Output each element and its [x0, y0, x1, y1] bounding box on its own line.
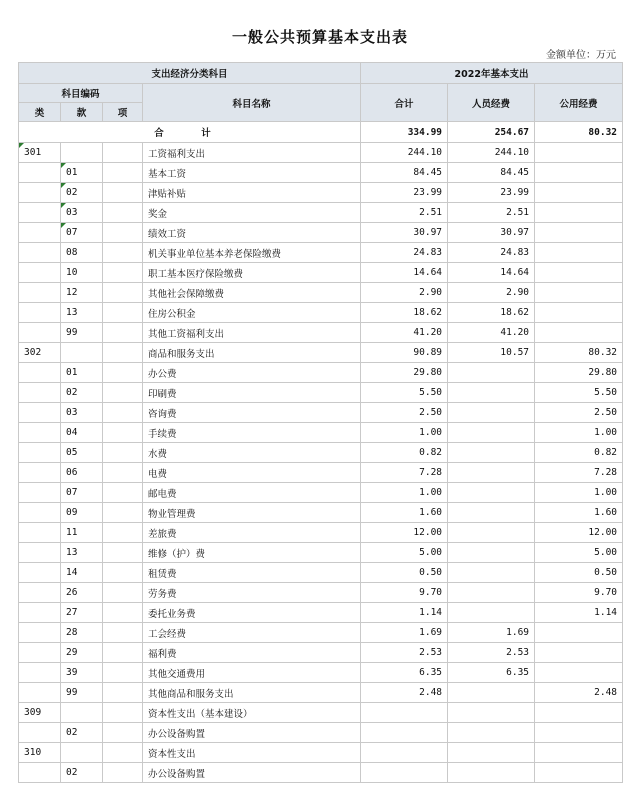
- row-personnel: [448, 603, 535, 623]
- row-kuan-code: 14: [61, 563, 103, 583]
- row-lei-code: [19, 203, 61, 223]
- row-kuan-code: 07: [61, 483, 103, 503]
- row-kuan-code: 06: [61, 463, 103, 483]
- row-public: 9.70: [535, 583, 623, 603]
- row-kuan-code: 02: [61, 723, 103, 743]
- row-kuan-code: 05: [61, 443, 103, 463]
- header-personnel: 人员经费: [448, 84, 535, 122]
- table-row: [19, 623, 623, 643]
- row-lei-code: [19, 263, 61, 283]
- row-public: 80.32: [535, 343, 623, 363]
- row-total: [361, 743, 448, 763]
- row-total: 5.00: [361, 543, 448, 563]
- row-total: 2.50: [361, 403, 448, 423]
- header-subject-code: 科目编码: [19, 84, 143, 103]
- row-public: [535, 703, 623, 723]
- total-amount: 334.99: [361, 122, 448, 143]
- row-xiang-code: [103, 303, 143, 323]
- row-total: [361, 703, 448, 723]
- row-xiang-code: [103, 163, 143, 183]
- row-personnel: [448, 583, 535, 603]
- row-xiang-code: [103, 323, 143, 343]
- table-row: [19, 143, 623, 163]
- row-subject-name: 手续费: [143, 423, 361, 443]
- row-subject-name: 办公费: [143, 363, 361, 383]
- row-xiang-code: [103, 463, 143, 483]
- row-kuan-code: 03: [61, 403, 103, 423]
- row-lei-code: [19, 603, 61, 623]
- row-subject-name: 资本性支出: [143, 743, 361, 763]
- row-subject-name: 职工基本医疗保险缴费: [143, 263, 361, 283]
- table-row: [19, 463, 623, 483]
- row-xiang-code: [103, 743, 143, 763]
- row-kuan-code: 29: [61, 643, 103, 663]
- row-total: 18.62: [361, 303, 448, 323]
- row-subject-name: 工会经费: [143, 623, 361, 643]
- total-label: 合 计: [19, 122, 361, 143]
- row-public: [535, 323, 623, 343]
- table-row: [19, 643, 623, 663]
- total-personnel: 254.67: [448, 122, 535, 143]
- row-personnel: 244.10: [448, 143, 535, 163]
- row-lei-code: [19, 643, 61, 663]
- row-public: [535, 223, 623, 243]
- table-row: [19, 603, 623, 623]
- row-personnel: [448, 443, 535, 463]
- row-public: [535, 163, 623, 183]
- row-total: 1.69: [361, 623, 448, 643]
- row-xiang-code: [103, 403, 143, 423]
- row-kuan-code: 02: [61, 763, 103, 783]
- row-total: 2.51: [361, 203, 448, 223]
- row-total: 1.14: [361, 603, 448, 623]
- row-total: 0.50: [361, 563, 448, 583]
- header-public: 公用经费: [535, 84, 623, 122]
- row-subject-name: 其他社会保障缴费: [143, 283, 361, 303]
- row-public: [535, 303, 623, 323]
- row-personnel: [448, 363, 535, 383]
- row-subject-name: 其他工资福利支出: [143, 323, 361, 343]
- row-personnel: 23.99: [448, 183, 535, 203]
- row-xiang-code: [103, 243, 143, 263]
- row-subject-name: 津贴补贴: [143, 183, 361, 203]
- row-public: [535, 243, 623, 263]
- row-personnel: [448, 463, 535, 483]
- row-lei-code: [19, 483, 61, 503]
- row-personnel: 10.57: [448, 343, 535, 363]
- row-xiang-code: [103, 183, 143, 203]
- row-subject-name: 水费: [143, 443, 361, 463]
- row-xiang-code: [103, 603, 143, 623]
- table-row: [19, 443, 623, 463]
- row-lei-code: [19, 583, 61, 603]
- header-econ-class: 支出经济分类科目: [19, 63, 361, 84]
- row-kuan-code: 13: [61, 543, 103, 563]
- row-subject-name: 邮电费: [143, 483, 361, 503]
- row-xiang-code: [103, 283, 143, 303]
- row-subject-name: 其他交通费用: [143, 663, 361, 683]
- row-lei-code: [19, 303, 61, 323]
- row-xiang-code: [103, 483, 143, 503]
- row-personnel: [448, 723, 535, 743]
- row-xiang-code: [103, 723, 143, 743]
- row-subject-name: 维修（护）费: [143, 543, 361, 563]
- row-total: 2.90: [361, 283, 448, 303]
- row-personnel: [448, 483, 535, 503]
- row-total: 30.97: [361, 223, 448, 243]
- row-lei-code: [19, 723, 61, 743]
- row-kuan-code: [61, 343, 103, 363]
- row-personnel: [448, 563, 535, 583]
- row-kuan-code: 02: [61, 383, 103, 403]
- row-personnel: [448, 503, 535, 523]
- row-xiang-code: [103, 623, 143, 643]
- header-subject-name: 科目名称: [143, 84, 361, 122]
- row-total: 6.35: [361, 663, 448, 683]
- row-public: 0.82: [535, 443, 623, 463]
- row-lei-code: [19, 223, 61, 243]
- row-lei-code: [19, 183, 61, 203]
- table-row: [19, 503, 623, 523]
- row-public: 29.80: [535, 363, 623, 383]
- row-kuan-code: 99: [61, 323, 103, 343]
- row-xiang-code: [103, 423, 143, 443]
- row-total: 84.45: [361, 163, 448, 183]
- table-row: [19, 523, 623, 543]
- row-personnel: 30.97: [448, 223, 535, 243]
- row-lei-code: [19, 163, 61, 183]
- row-total: 2.53: [361, 643, 448, 663]
- row-lei-code: [19, 383, 61, 403]
- table-row: [19, 343, 623, 363]
- header-kuan: 款: [61, 103, 103, 122]
- row-total: 5.50: [361, 383, 448, 403]
- row-kuan-code: 11: [61, 523, 103, 543]
- row-total: 1.00: [361, 423, 448, 443]
- row-xiang-code: [103, 523, 143, 543]
- row-public: [535, 643, 623, 663]
- row-xiang-code: [103, 343, 143, 363]
- row-total: 90.89: [361, 343, 448, 363]
- row-personnel: 2.53: [448, 643, 535, 663]
- total-public: 80.32: [535, 122, 623, 143]
- row-xiang-code: [103, 203, 143, 223]
- row-lei-code: [19, 543, 61, 563]
- row-subject-name: 基本工资: [143, 163, 361, 183]
- table-row: [19, 283, 623, 303]
- row-lei-code: [19, 683, 61, 703]
- row-lei-code: [19, 663, 61, 683]
- row-personnel: 2.51: [448, 203, 535, 223]
- row-lei-code: [19, 323, 61, 343]
- row-kuan-code: 04: [61, 423, 103, 443]
- row-public: [535, 743, 623, 763]
- table-row: [19, 223, 623, 243]
- row-total: 9.70: [361, 583, 448, 603]
- total-row: [19, 122, 623, 143]
- row-kuan-code: 10: [61, 263, 103, 283]
- row-subject-name: 差旅费: [143, 523, 361, 543]
- row-total: 244.10: [361, 143, 448, 163]
- table-row: [19, 383, 623, 403]
- row-subject-name: 工资福利支出: [143, 143, 361, 163]
- row-personnel: [448, 543, 535, 563]
- row-xiang-code: [103, 643, 143, 663]
- row-public: [535, 203, 623, 223]
- row-total: 41.20: [361, 323, 448, 343]
- table-row: [19, 763, 623, 783]
- row-subject-name: 资本性支出（基本建设）: [143, 703, 361, 723]
- table-row: [19, 663, 623, 683]
- row-public: 1.14: [535, 603, 623, 623]
- header-year-expense: 2022年基本支出: [361, 63, 623, 84]
- row-public: 12.00: [535, 523, 623, 543]
- row-kuan-code: 08: [61, 243, 103, 263]
- row-xiang-code: [103, 663, 143, 683]
- row-xiang-code: [103, 763, 143, 783]
- row-subject-name: 物业管理费: [143, 503, 361, 523]
- row-xiang-code: [103, 383, 143, 403]
- row-kuan-code: 01: [61, 363, 103, 383]
- row-xiang-code: [103, 703, 143, 723]
- row-personnel: 14.64: [448, 263, 535, 283]
- table-row: [19, 723, 623, 743]
- row-xiang-code: [103, 443, 143, 463]
- row-personnel: 24.83: [448, 243, 535, 263]
- table-row: [19, 583, 623, 603]
- row-kuan-code: [61, 703, 103, 723]
- row-public: 1.00: [535, 483, 623, 503]
- row-xiang-code: [103, 263, 143, 283]
- row-kuan-code: 01: [61, 163, 103, 183]
- row-subject-name: 租赁费: [143, 563, 361, 583]
- row-lei-code: 301: [19, 143, 61, 163]
- row-public: 5.00: [535, 543, 623, 563]
- table-row: [19, 163, 623, 183]
- row-personnel: 6.35: [448, 663, 535, 683]
- row-personnel: [448, 743, 535, 763]
- row-xiang-code: [103, 363, 143, 383]
- row-lei-code: [19, 763, 61, 783]
- row-personnel: 1.69: [448, 623, 535, 643]
- table-row: [19, 483, 623, 503]
- row-subject-name: 机关事业单位基本养老保险缴费: [143, 243, 361, 263]
- row-kuan-code: 13: [61, 303, 103, 323]
- row-xiang-code: [103, 143, 143, 163]
- row-public: [535, 623, 623, 643]
- row-kuan-code: 39: [61, 663, 103, 683]
- row-total: 1.00: [361, 483, 448, 503]
- row-lei-code: 309: [19, 703, 61, 723]
- row-lei-code: [19, 503, 61, 523]
- row-kuan-code: 03: [61, 203, 103, 223]
- row-subject-name: 电费: [143, 463, 361, 483]
- row-lei-code: [19, 403, 61, 423]
- row-personnel: [448, 523, 535, 543]
- row-public: [535, 183, 623, 203]
- row-total: 12.00: [361, 523, 448, 543]
- table-row: [19, 703, 623, 723]
- row-lei-code: 302: [19, 343, 61, 363]
- table-row: [19, 363, 623, 383]
- row-subject-name: 劳务费: [143, 583, 361, 603]
- header-total: 合计: [361, 84, 448, 122]
- row-public: [535, 283, 623, 303]
- row-public: [535, 723, 623, 743]
- row-xiang-code: [103, 223, 143, 243]
- table-row: [19, 183, 623, 203]
- row-total: 1.60: [361, 503, 448, 523]
- row-lei-code: [19, 283, 61, 303]
- row-lei-code: [19, 243, 61, 263]
- row-subject-name: 咨询费: [143, 403, 361, 423]
- header-xiang: 项: [103, 103, 143, 122]
- row-subject-name: 委托业务费: [143, 603, 361, 623]
- row-public: 5.50: [535, 383, 623, 403]
- row-public: 1.60: [535, 503, 623, 523]
- row-subject-name: 办公设备购置: [143, 763, 361, 783]
- row-public: 1.00: [535, 423, 623, 443]
- budget-table: [18, 62, 623, 783]
- row-subject-name: 其他商品和服务支出: [143, 683, 361, 703]
- row-personnel: 84.45: [448, 163, 535, 183]
- page-title: 一般公共预算基本支出表: [231, 28, 408, 46]
- row-kuan-code: 02: [61, 183, 103, 203]
- row-lei-code: [19, 463, 61, 483]
- row-total: [361, 723, 448, 743]
- row-lei-code: [19, 623, 61, 643]
- row-total: 29.80: [361, 363, 448, 383]
- row-kuan-code: 99: [61, 683, 103, 703]
- row-subject-name: 奖金: [143, 203, 361, 223]
- row-total: [361, 763, 448, 783]
- table-row: [19, 563, 623, 583]
- table-row: [19, 323, 623, 343]
- row-total: 0.82: [361, 443, 448, 463]
- row-kuan-code: 26: [61, 583, 103, 603]
- table-row: [19, 203, 623, 223]
- row-public: 0.50: [535, 563, 623, 583]
- row-total: 2.48: [361, 683, 448, 703]
- row-kuan-code: 28: [61, 623, 103, 643]
- table-row: [19, 743, 623, 763]
- row-public: [535, 143, 623, 163]
- unit-label: 金额单位：万元: [546, 50, 616, 61]
- table-row: [19, 263, 623, 283]
- row-personnel: 41.20: [448, 323, 535, 343]
- row-xiang-code: [103, 683, 143, 703]
- row-xiang-code: [103, 543, 143, 563]
- row-total: 7.28: [361, 463, 448, 483]
- row-personnel: [448, 683, 535, 703]
- row-xiang-code: [103, 563, 143, 583]
- row-public: 7.28: [535, 463, 623, 483]
- table-row: [19, 403, 623, 423]
- row-personnel: [448, 763, 535, 783]
- row-personnel: [448, 383, 535, 403]
- row-subject-name: 住房公积金: [143, 303, 361, 323]
- row-personnel: 2.90: [448, 283, 535, 303]
- row-lei-code: [19, 563, 61, 583]
- header-lei: 类: [19, 103, 61, 122]
- table-row: [19, 543, 623, 563]
- row-kuan-code: 12: [61, 283, 103, 303]
- table-row: [19, 303, 623, 323]
- row-lei-code: [19, 523, 61, 543]
- table-row: [19, 243, 623, 263]
- row-subject-name: 福利费: [143, 643, 361, 663]
- row-total: 14.64: [361, 263, 448, 283]
- row-xiang-code: [103, 503, 143, 523]
- table-row: [19, 683, 623, 703]
- row-lei-code: [19, 363, 61, 383]
- row-lei-code: [19, 423, 61, 443]
- row-public: [535, 663, 623, 683]
- row-total: 24.83: [361, 243, 448, 263]
- table-row: [19, 423, 623, 443]
- row-lei-code: 310: [19, 743, 61, 763]
- row-personnel: [448, 423, 535, 443]
- row-subject-name: 绩效工资: [143, 223, 361, 243]
- row-public: [535, 763, 623, 783]
- row-kuan-code: [61, 143, 103, 163]
- row-public: 2.48: [535, 683, 623, 703]
- row-kuan-code: [61, 743, 103, 763]
- row-personnel: [448, 703, 535, 723]
- row-subject-name: 印刷费: [143, 383, 361, 403]
- row-total: 23.99: [361, 183, 448, 203]
- row-xiang-code: [103, 583, 143, 603]
- row-lei-code: [19, 443, 61, 463]
- row-personnel: [448, 403, 535, 423]
- row-kuan-code: 09: [61, 503, 103, 523]
- row-personnel: 18.62: [448, 303, 535, 323]
- row-public: [535, 263, 623, 283]
- row-public: 2.50: [535, 403, 623, 423]
- row-kuan-code: 27: [61, 603, 103, 623]
- row-subject-name: 商品和服务支出: [143, 343, 361, 363]
- row-kuan-code: 07: [61, 223, 103, 243]
- row-subject-name: 办公设备购置: [143, 723, 361, 743]
